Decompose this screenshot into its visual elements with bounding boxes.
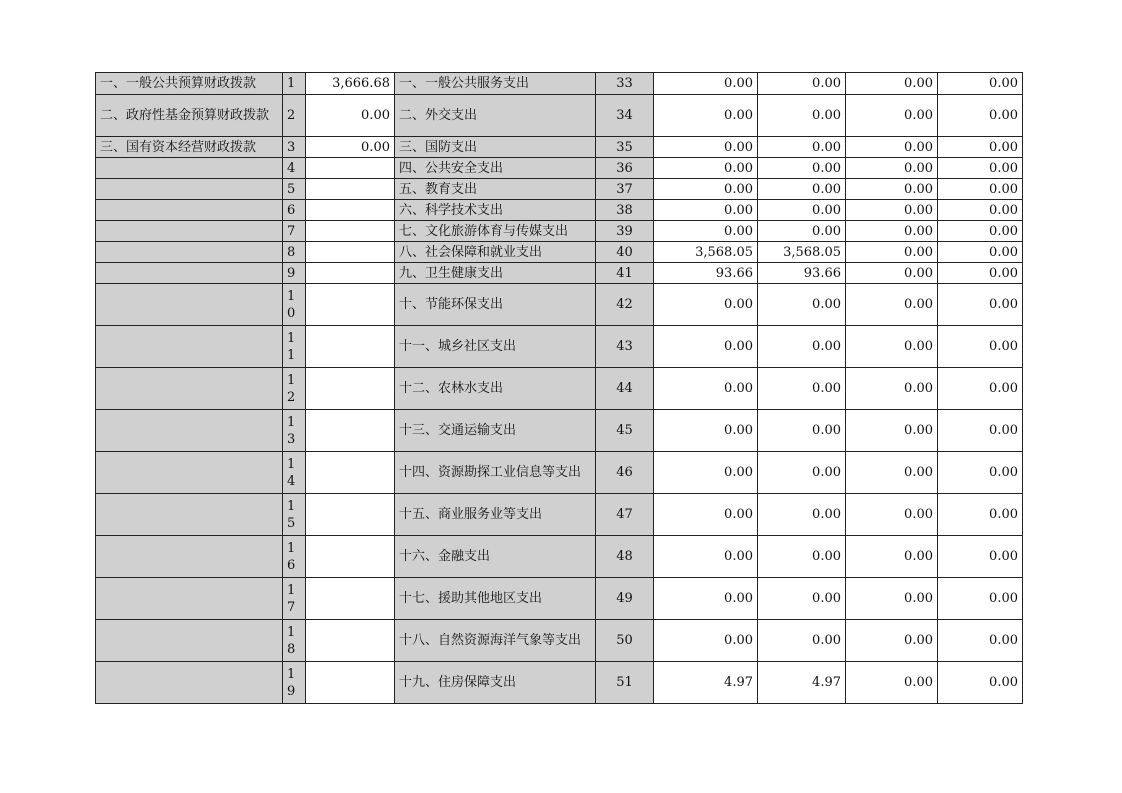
capital-budget-cell: 0.00 xyxy=(938,263,1023,284)
amount-cell xyxy=(306,662,395,704)
seq-cell: 1 xyxy=(283,73,306,95)
line-no-cell: 48 xyxy=(596,536,654,578)
table-row xyxy=(96,536,1023,578)
amount-cell xyxy=(306,368,395,410)
general-budget-cell: 93.66 xyxy=(758,263,846,284)
fund-budget-cell: 0.00 xyxy=(846,73,938,95)
total-cell: 0.00 xyxy=(654,494,758,536)
capital-budget-cell: 0.00 xyxy=(938,284,1023,326)
amount-cell xyxy=(306,284,395,326)
expense-item-cell: 四、公共安全支出 xyxy=(395,158,596,179)
line-no-cell: 43 xyxy=(596,326,654,368)
total-cell: 0.00 xyxy=(654,326,758,368)
amount-cell xyxy=(306,158,395,179)
table-row xyxy=(96,263,1023,284)
capital-budget-cell: 0.00 xyxy=(938,179,1023,200)
line-no-cell: 34 xyxy=(596,95,654,137)
amount-cell xyxy=(306,200,395,221)
seq-cell: 11 xyxy=(283,326,306,368)
table-row xyxy=(96,410,1023,452)
capital-budget-cell: 0.00 xyxy=(938,200,1023,221)
general-budget-cell: 0.00 xyxy=(758,221,846,242)
table-row xyxy=(96,662,1023,704)
total-cell: 93.66 xyxy=(654,263,758,284)
seq-cell: 12 xyxy=(283,368,306,410)
amount-cell xyxy=(306,536,395,578)
line-no-cell: 39 xyxy=(596,221,654,242)
general-budget-cell: 0.00 xyxy=(758,368,846,410)
fund-budget-cell: 0.00 xyxy=(846,326,938,368)
amount-cell: 0.00 xyxy=(306,137,395,158)
source-cell xyxy=(96,494,283,536)
expense-item-cell: 六、科学技术支出 xyxy=(395,200,596,221)
fund-budget-cell: 0.00 xyxy=(846,494,938,536)
seq-cell: 15 xyxy=(283,494,306,536)
total-cell: 0.00 xyxy=(654,221,758,242)
fund-budget-cell: 0.00 xyxy=(846,452,938,494)
table-row xyxy=(96,242,1023,263)
amount-cell: 3,666.68 xyxy=(306,73,395,95)
general-budget-cell: 0.00 xyxy=(758,179,846,200)
seq-cell: 18 xyxy=(283,620,306,662)
source-cell xyxy=(96,179,283,200)
amount-cell xyxy=(306,179,395,200)
source-cell xyxy=(96,158,283,179)
seq-cell: 16 xyxy=(283,536,306,578)
source-cell xyxy=(96,263,283,284)
expense-item-cell: 七、文化旅游体育与传媒支出 xyxy=(395,221,596,242)
source-cell xyxy=(96,284,283,326)
expense-item-cell: 十五、商业服务业等支出 xyxy=(395,494,596,536)
source-cell xyxy=(96,221,283,242)
capital-budget-cell: 0.00 xyxy=(938,73,1023,95)
general-budget-cell: 0.00 xyxy=(758,158,846,179)
budget-table xyxy=(95,72,1023,704)
amount-cell xyxy=(306,620,395,662)
fund-budget-cell: 0.00 xyxy=(846,620,938,662)
source-cell xyxy=(96,200,283,221)
expense-item-cell: 十九、住房保障支出 xyxy=(395,662,596,704)
source-cell xyxy=(96,620,283,662)
seq-cell: 14 xyxy=(283,452,306,494)
fund-budget-cell: 0.00 xyxy=(846,536,938,578)
capital-budget-cell: 0.00 xyxy=(938,662,1023,704)
table-row xyxy=(96,368,1023,410)
table-row xyxy=(96,284,1023,326)
total-cell: 4.97 xyxy=(654,662,758,704)
table-row xyxy=(96,73,1023,95)
total-cell: 3,568.05 xyxy=(654,242,758,263)
amount-cell xyxy=(306,326,395,368)
source-cell xyxy=(96,662,283,704)
total-cell: 0.00 xyxy=(654,179,758,200)
table-row xyxy=(96,494,1023,536)
general-budget-cell: 0.00 xyxy=(758,284,846,326)
general-budget-cell: 0.00 xyxy=(758,137,846,158)
seq-cell: 19 xyxy=(283,662,306,704)
general-budget-cell: 0.00 xyxy=(758,326,846,368)
total-cell: 0.00 xyxy=(654,284,758,326)
expense-item-cell: 九、卫生健康支出 xyxy=(395,263,596,284)
table-row xyxy=(96,158,1023,179)
seq-cell: 6 xyxy=(283,200,306,221)
seq-cell: 13 xyxy=(283,410,306,452)
total-cell: 0.00 xyxy=(654,452,758,494)
capital-budget-cell: 0.00 xyxy=(938,368,1023,410)
line-no-cell: 44 xyxy=(596,368,654,410)
line-no-cell: 37 xyxy=(596,179,654,200)
total-cell: 0.00 xyxy=(654,73,758,95)
expense-item-cell: 十四、资源勘探工业信息等支出 xyxy=(395,452,596,494)
expense-item-cell: 十六、金融支出 xyxy=(395,536,596,578)
expense-item-cell: 二、外交支出 xyxy=(395,95,596,137)
fund-budget-cell: 0.00 xyxy=(846,221,938,242)
expense-item-cell: 五、教育支出 xyxy=(395,179,596,200)
table-row xyxy=(96,620,1023,662)
general-budget-cell: 0.00 xyxy=(758,494,846,536)
total-cell: 0.00 xyxy=(654,620,758,662)
seq-cell: 5 xyxy=(283,179,306,200)
line-no-cell: 33 xyxy=(596,73,654,95)
budget-table-body xyxy=(96,73,1023,704)
seq-cell: 3 xyxy=(283,137,306,158)
source-cell xyxy=(96,326,283,368)
fund-budget-cell: 0.00 xyxy=(846,410,938,452)
table-row xyxy=(96,452,1023,494)
line-no-cell: 40 xyxy=(596,242,654,263)
source-cell: 一、一般公共预算财政拨款 xyxy=(96,73,283,95)
fund-budget-cell: 0.00 xyxy=(846,578,938,620)
source-cell xyxy=(96,536,283,578)
seq-cell: 17 xyxy=(283,578,306,620)
table-row xyxy=(96,137,1023,158)
line-no-cell: 47 xyxy=(596,494,654,536)
expense-item-cell: 十一、城乡社区支出 xyxy=(395,326,596,368)
general-budget-cell: 0.00 xyxy=(758,200,846,221)
total-cell: 0.00 xyxy=(654,368,758,410)
line-no-cell: 41 xyxy=(596,263,654,284)
seq-cell: 2 xyxy=(283,95,306,137)
general-budget-cell: 4.97 xyxy=(758,662,846,704)
source-cell xyxy=(96,242,283,263)
seq-cell: 4 xyxy=(283,158,306,179)
line-no-cell: 38 xyxy=(596,200,654,221)
expense-item-cell: 三、国防支出 xyxy=(395,137,596,158)
total-cell: 0.00 xyxy=(654,200,758,221)
line-no-cell: 36 xyxy=(596,158,654,179)
line-no-cell: 50 xyxy=(596,620,654,662)
total-cell: 0.00 xyxy=(654,95,758,137)
seq-cell: 7 xyxy=(283,221,306,242)
fund-budget-cell: 0.00 xyxy=(846,158,938,179)
line-no-cell: 49 xyxy=(596,578,654,620)
fund-budget-cell: 0.00 xyxy=(846,179,938,200)
fund-budget-cell: 0.00 xyxy=(846,200,938,221)
table-row xyxy=(96,326,1023,368)
total-cell: 0.00 xyxy=(654,578,758,620)
capital-budget-cell: 0.00 xyxy=(938,536,1023,578)
fund-budget-cell: 0.00 xyxy=(846,662,938,704)
expense-item-cell: 十三、交通运输支出 xyxy=(395,410,596,452)
fund-budget-cell: 0.00 xyxy=(846,242,938,263)
amount-cell xyxy=(306,242,395,263)
line-no-cell: 35 xyxy=(596,137,654,158)
source-cell xyxy=(96,368,283,410)
general-budget-cell: 0.00 xyxy=(758,536,846,578)
capital-budget-cell: 0.00 xyxy=(938,452,1023,494)
general-budget-cell: 0.00 xyxy=(758,620,846,662)
capital-budget-cell: 0.00 xyxy=(938,620,1023,662)
source-cell xyxy=(96,410,283,452)
line-no-cell: 46 xyxy=(596,452,654,494)
expense-item-cell: 一、一般公共服务支出 xyxy=(395,73,596,95)
seq-cell: 8 xyxy=(283,242,306,263)
fund-budget-cell: 0.00 xyxy=(846,263,938,284)
general-budget-cell: 0.00 xyxy=(758,452,846,494)
total-cell: 0.00 xyxy=(654,410,758,452)
amount-cell xyxy=(306,578,395,620)
total-cell: 0.00 xyxy=(654,536,758,578)
expense-item-cell: 十、节能环保支出 xyxy=(395,284,596,326)
capital-budget-cell: 0.00 xyxy=(938,137,1023,158)
total-cell: 0.00 xyxy=(654,137,758,158)
amount-cell xyxy=(306,452,395,494)
general-budget-cell: 0.00 xyxy=(758,578,846,620)
fund-budget-cell: 0.00 xyxy=(846,137,938,158)
table-row xyxy=(96,179,1023,200)
capital-budget-cell: 0.00 xyxy=(938,158,1023,179)
line-no-cell: 51 xyxy=(596,662,654,704)
line-no-cell: 42 xyxy=(596,284,654,326)
source-cell: 二、政府性基金预算财政拨款 xyxy=(96,95,283,137)
fund-budget-cell: 0.00 xyxy=(846,284,938,326)
amount-cell xyxy=(306,410,395,452)
capital-budget-cell: 0.00 xyxy=(938,410,1023,452)
fund-budget-cell: 0.00 xyxy=(846,95,938,137)
capital-budget-cell: 0.00 xyxy=(938,578,1023,620)
general-budget-cell: 0.00 xyxy=(758,73,846,95)
capital-budget-cell: 0.00 xyxy=(938,95,1023,137)
capital-budget-cell: 0.00 xyxy=(938,242,1023,263)
general-budget-cell: 3,568.05 xyxy=(758,242,846,263)
total-cell: 0.00 xyxy=(654,158,758,179)
capital-budget-cell: 0.00 xyxy=(938,494,1023,536)
amount-cell xyxy=(306,221,395,242)
line-no-cell: 45 xyxy=(596,410,654,452)
expense-item-cell: 十七、援助其他地区支出 xyxy=(395,578,596,620)
amount-cell xyxy=(306,494,395,536)
amount-cell: 0.00 xyxy=(306,95,395,137)
table-row xyxy=(96,95,1023,137)
fund-budget-cell: 0.00 xyxy=(846,368,938,410)
capital-budget-cell: 0.00 xyxy=(938,326,1023,368)
seq-cell: 9 xyxy=(283,263,306,284)
source-cell xyxy=(96,452,283,494)
table-row xyxy=(96,221,1023,242)
table-row xyxy=(96,578,1023,620)
source-cell: 三、国有资本经营财政拨款 xyxy=(96,137,283,158)
capital-budget-cell: 0.00 xyxy=(938,221,1023,242)
amount-cell xyxy=(306,263,395,284)
source-cell xyxy=(96,578,283,620)
general-budget-cell: 0.00 xyxy=(758,95,846,137)
expense-item-cell: 八、社会保障和就业支出 xyxy=(395,242,596,263)
expense-item-cell: 十二、农林水支出 xyxy=(395,368,596,410)
expense-item-cell: 十八、自然资源海洋气象等支出 xyxy=(395,620,596,662)
seq-cell: 10 xyxy=(283,284,306,326)
general-budget-cell: 0.00 xyxy=(758,410,846,452)
table-row xyxy=(96,200,1023,221)
